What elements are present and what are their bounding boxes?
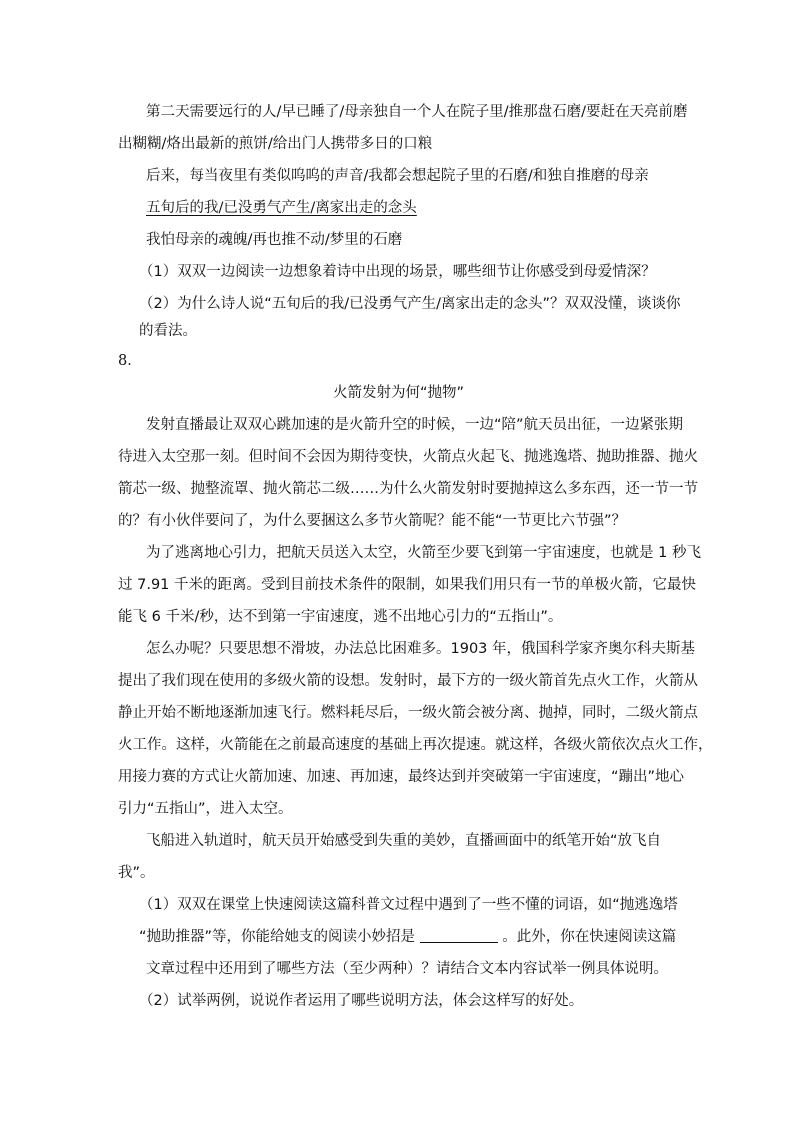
poem-line-5: 我怕母亲的魂魄/再也推不动/梦里的石磨	[146, 232, 403, 248]
article-paragraph-line: 静止开始不断地逐渐加速飞行。燃料耗尽后，一级火箭会被分离、抛掉，同时，二级火箭点	[118, 705, 698, 721]
question-number-8: 8．	[118, 353, 142, 369]
poem-line-3: 后来，每当夜里有类似呜呜的声音/我都会想起院子里的石磨/和独自推磨的母亲	[146, 168, 649, 184]
article-paragraph-line: 待进入太空那一刻。但时间不会因为期待变快，火箭点火起飞、抛逃逸塔、抛助推器、抛火	[118, 449, 698, 465]
poem-line-2: 出糊糊/烙出最新的煎饼/给出门人携带多日的口粮	[118, 136, 433, 152]
article-paragraph-line: 引力“五指山”，进入太空。	[118, 801, 293, 817]
article-paragraph-line: 提出了我们现在使用的多级火箭的设想。发射时，最下方的一级火箭首先点火工作，火箭从	[118, 673, 698, 689]
q8-subquestion-2: （2）试举两例，说说作者运用了哪些说明方法，体会这样写的好处。	[139, 993, 584, 1009]
article-paragraph-line: 为了逃离地心引力，把航天员送入太空，火箭至少要飞到第一宇宙速度，也就是 1 秒飞	[146, 545, 701, 561]
q7-subquestion-2-line-2: 的看法。	[139, 323, 197, 339]
article-paragraph-line: 能飞 6 千米/秒，达不到第一宇宙速度，逃不出地心引力的“五指山”。	[118, 609, 563, 625]
article-paragraph-line: 箭芯一级、抛整流罩、抛火箭芯二级……为什么火箭发射时要抛掉这么多东西，还一节一节	[118, 481, 698, 497]
answer-blank[interactable]	[420, 928, 498, 943]
q8-subquestion-1-line-3: 文章过程中还用到了哪些方法（至少两种）？请结合文本内容试举一例具体说明。	[146, 961, 668, 977]
article-paragraph-line: 火工作。这样，火箭能在之前最高速度的基础上再次提速。就这样，各级火箭依次点火工作，	[118, 737, 713, 753]
q8-subquestion-1-line-1: （1）双双在课堂上快速阅读这篇科普文过程中遇到了一些不懂的词语，如“抛逃逸塔	[139, 897, 678, 913]
article-paragraph-line: 的？有小伙伴要问了，为什么要捆这么多节火箭呢？能不能“一节更比六节强”？	[118, 513, 627, 529]
q8-subquestion-1-text-b: 。此外，你在快速阅读这篇	[502, 929, 677, 945]
poem-line-4-underlined: 五旬后的我/已没勇气产生/离家出走的念头	[146, 200, 417, 216]
article-paragraph-line: 过 7.91 千米的距离。受到目前技术条件的限制，如果我们用只有一节的单极火箭，它最快	[118, 577, 696, 593]
article-paragraph-line: 飞船进入轨道时，航天员开始感受到失重的美妙，直播画面中的纸笔开始“放飞自	[146, 833, 662, 849]
poem-line-1: 第二天需要远行的人/早已睡了/母亲独自一个人在院子里/推那盘石磨/要赶在天亮前磨	[146, 104, 688, 120]
article-paragraph-line: 我”。	[118, 865, 155, 881]
article-paragraph-line: 用接力赛的方式让火箭加速、加速、再加速，最终达到并突破第一宇宙速度，“蹦出”地心	[118, 769, 685, 785]
q8-subquestion-1-line-2	[139, 927, 676, 947]
q8-subquestion-1-text-a: “抛助推器”等，你能给她支的阅读小妙招是	[139, 929, 416, 945]
q7-subquestion-2-line-1: （2）为什么诗人说“五旬后的我/已没勇气产生/离家出走的念头”？双双没懂，谈谈你	[139, 296, 681, 312]
article-paragraph-line: 发射直播最让双双心跳加速的是火箭升空的时候，一边“陪”航天员出征，一边紧张期	[146, 417, 684, 433]
q7-subquestion-1: （1）双双一边阅读一边想象着诗中出现的场景，哪些细节让你感受到母爱情深？	[139, 264, 656, 280]
article-title: 火箭发射为何“抛物”	[333, 385, 465, 401]
article-paragraph-line: 怎么办呢？只要思想不滑坡，办法总比困难多。1903 年，俄国科学家齐奥尔科夫斯基	[146, 641, 696, 657]
